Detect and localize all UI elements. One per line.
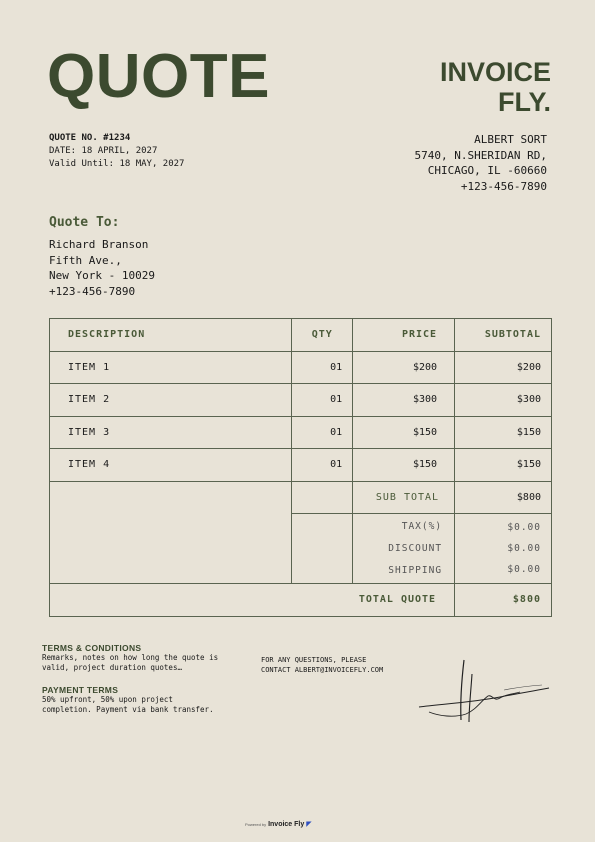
shipping-value: $0.00 xyxy=(507,564,541,575)
empty-qty-cell xyxy=(292,514,353,584)
header-qty: QTY xyxy=(292,319,353,352)
sender-phone: +123-456-7890 xyxy=(460,179,547,193)
total-value: $800 xyxy=(455,584,552,617)
terms-section xyxy=(42,643,218,673)
total-label: TOTAL QUOTE xyxy=(50,584,455,617)
contact-line-2: CONTACT ALBERT@INVOICEFLY.COM xyxy=(261,666,384,674)
table-row xyxy=(50,351,552,384)
sender-address xyxy=(415,132,547,194)
shipping-label: SHIPPING xyxy=(388,564,443,576)
quote-meta xyxy=(49,132,184,171)
brand-logo-text xyxy=(440,57,551,117)
item-price: $200 xyxy=(353,351,455,384)
invoice-fly-logo-icon: ◤ xyxy=(306,821,312,828)
document-title: QUOTE xyxy=(47,42,270,111)
item-subtotal: $300 xyxy=(455,384,552,417)
table-header-row xyxy=(50,319,552,352)
item-qty: 01 xyxy=(292,384,353,417)
footer-brand: Invoice Fly xyxy=(268,821,305,828)
item-description: ITEM 4 xyxy=(50,449,292,482)
payment-heading: PAYMENT TERMS xyxy=(42,685,119,695)
payment-line-1: 50% upfront, 50% upon project xyxy=(42,695,173,704)
item-description: ITEM 2 xyxy=(50,384,292,417)
header-description: DESCRIPTION xyxy=(50,319,292,352)
contact-line-1: FOR ANY QUESTIONS, PLEASE xyxy=(261,656,367,664)
item-qty: 01 xyxy=(292,416,353,449)
item-qty: 01 xyxy=(292,449,353,482)
recipient-address xyxy=(49,237,155,299)
discount-value: $0.00 xyxy=(507,543,541,554)
sub-total-value: $800 xyxy=(455,481,552,514)
quote-to-label: Quote To: xyxy=(49,215,120,230)
total-row xyxy=(50,584,552,617)
signature-image xyxy=(414,652,554,727)
quote-number: QUOTE NO. #1234 xyxy=(49,133,131,143)
item-description: ITEM 1 xyxy=(50,351,292,384)
powered-by-footer xyxy=(245,820,312,828)
powered-by-label: Powered by xyxy=(245,822,267,827)
items-table xyxy=(49,318,552,617)
table-row xyxy=(50,416,552,449)
item-qty: 01 xyxy=(292,351,353,384)
sub-total-row xyxy=(50,481,552,514)
sender-address-line-2: CHICAGO, IL -60660 xyxy=(427,164,547,177)
quote-date: DATE: 18 APRIL, 2027 xyxy=(49,146,158,156)
quote-valid-until: Valid Until: 18 MAY, 2027 xyxy=(49,159,185,169)
payment-line-2: completion. Payment via bank transfer. xyxy=(42,705,214,714)
table-row xyxy=(50,384,552,417)
item-subtotal: $200 xyxy=(455,351,552,384)
item-subtotal: $150 xyxy=(455,416,552,449)
adjustment-labels xyxy=(353,514,455,584)
recipient-address-line-1: Fifth Ave., xyxy=(49,253,122,267)
recipient-name: Richard Branson xyxy=(49,238,149,251)
contact-note xyxy=(261,655,383,675)
table-row xyxy=(50,449,552,482)
sender-name: ALBERT SORT xyxy=(474,133,547,146)
item-price: $150 xyxy=(353,449,455,482)
sender-address-line-1: 5740, N.SHERIDAN RD, xyxy=(414,148,547,162)
brand-line-1: INVOICE xyxy=(439,57,551,87)
header-price: PRICE xyxy=(353,319,455,352)
payment-section xyxy=(42,685,214,715)
terms-line-1: Remarks, notes on how long the quote is xyxy=(42,653,219,662)
terms-line-2: valid, project duration quotes… xyxy=(42,663,182,672)
item-price: $150 xyxy=(353,416,455,449)
terms-heading: TERMS & CONDITIONS xyxy=(42,643,142,653)
brand-line-2: FLY. xyxy=(497,87,551,117)
tax-label: TAX(%) xyxy=(401,520,443,532)
adjustment-values xyxy=(455,514,552,584)
header-subtotal: SUBTOTAL xyxy=(455,319,552,352)
item-description: ITEM 3 xyxy=(50,416,292,449)
tax-value: $0.00 xyxy=(507,522,541,533)
discount-label: DISCOUNT xyxy=(388,542,443,554)
item-subtotal: $150 xyxy=(455,449,552,482)
recipient-phone: +123-456-7890 xyxy=(49,284,136,298)
recipient-address-line-2: New York - 10029 xyxy=(49,269,155,282)
empty-summary-cell xyxy=(50,481,292,584)
empty-qty-cell xyxy=(292,481,353,514)
sub-total-label: SUB TOTAL xyxy=(353,481,455,514)
item-price: $300 xyxy=(353,384,455,417)
